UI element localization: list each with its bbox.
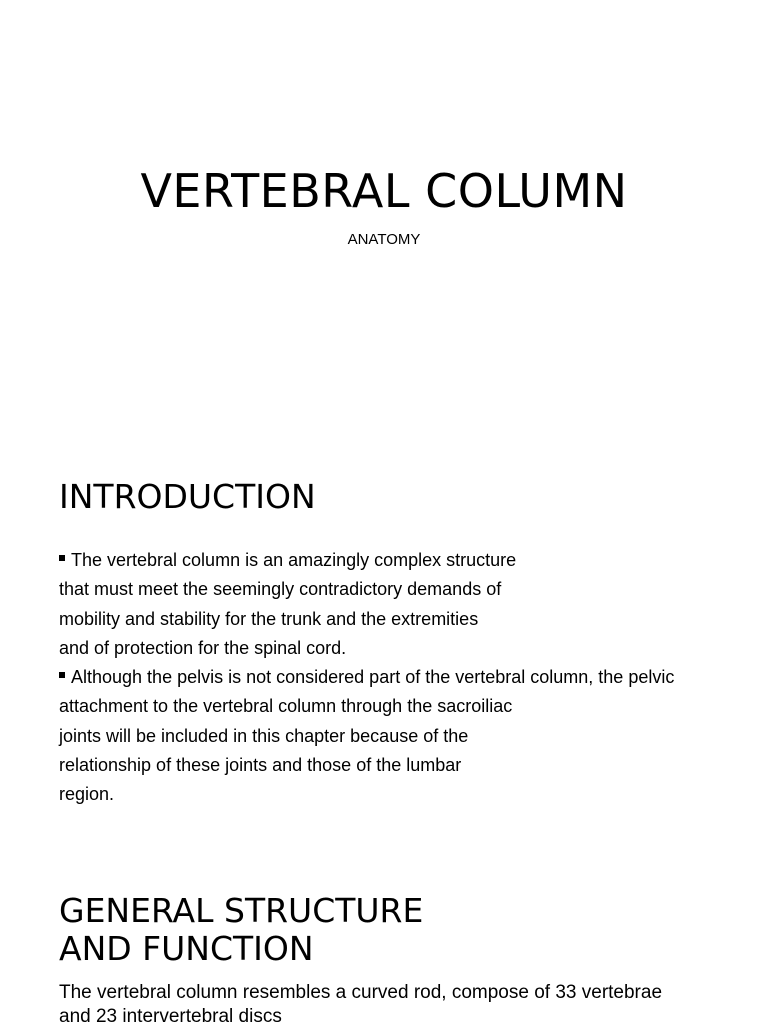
heading-line: GENERAL STRUCTURE <box>59 891 424 930</box>
body-line: and 23 intervertebral discs <box>59 1006 282 1027</box>
general-structure-heading <box>59 892 423 968</box>
bullet-item-1 <box>59 546 739 663</box>
bullet-line: that must meet the seemingly contradictory demands of <box>59 579 502 600</box>
bullet-item-2 <box>59 663 739 809</box>
bullet-line <box>59 546 739 575</box>
general-structure-body <box>59 981 739 1029</box>
bullet-text: Although the pelvis is not considered part of the vertebral column, the pelvic <box>71 667 675 688</box>
bullet-text: The vertebral column is an amazingly complex structure <box>71 550 517 570</box>
square-bullet-icon <box>59 555 65 561</box>
bullet-line: attachment to the vertebral column through the sacroiliac <box>59 696 513 717</box>
bullet-line: and of protection for the spinal cord. <box>59 637 347 658</box>
slide-subtitle: ANATOMY <box>347 231 421 248</box>
bullet-line: mobility and stability for the trunk and the extremities <box>59 608 479 629</box>
body-line: The vertebral column resembles a curved rod, compose of 33 vertebrae <box>59 982 663 1003</box>
heading-line: AND FUNCTION <box>59 929 314 968</box>
bullet-line <box>59 663 739 692</box>
slide-title: VERTEBRAL COLUMN <box>140 164 628 218</box>
introduction-body <box>59 546 739 810</box>
bullet-line: joints will be included in this chapter because of the <box>59 725 469 746</box>
introduction-heading: INTRODUCTION <box>59 477 316 516</box>
square-bullet-icon <box>59 672 65 678</box>
bullet-line: relationship of these joints and those of the lumbar <box>59 755 462 776</box>
bullet-line: region. <box>59 784 115 805</box>
